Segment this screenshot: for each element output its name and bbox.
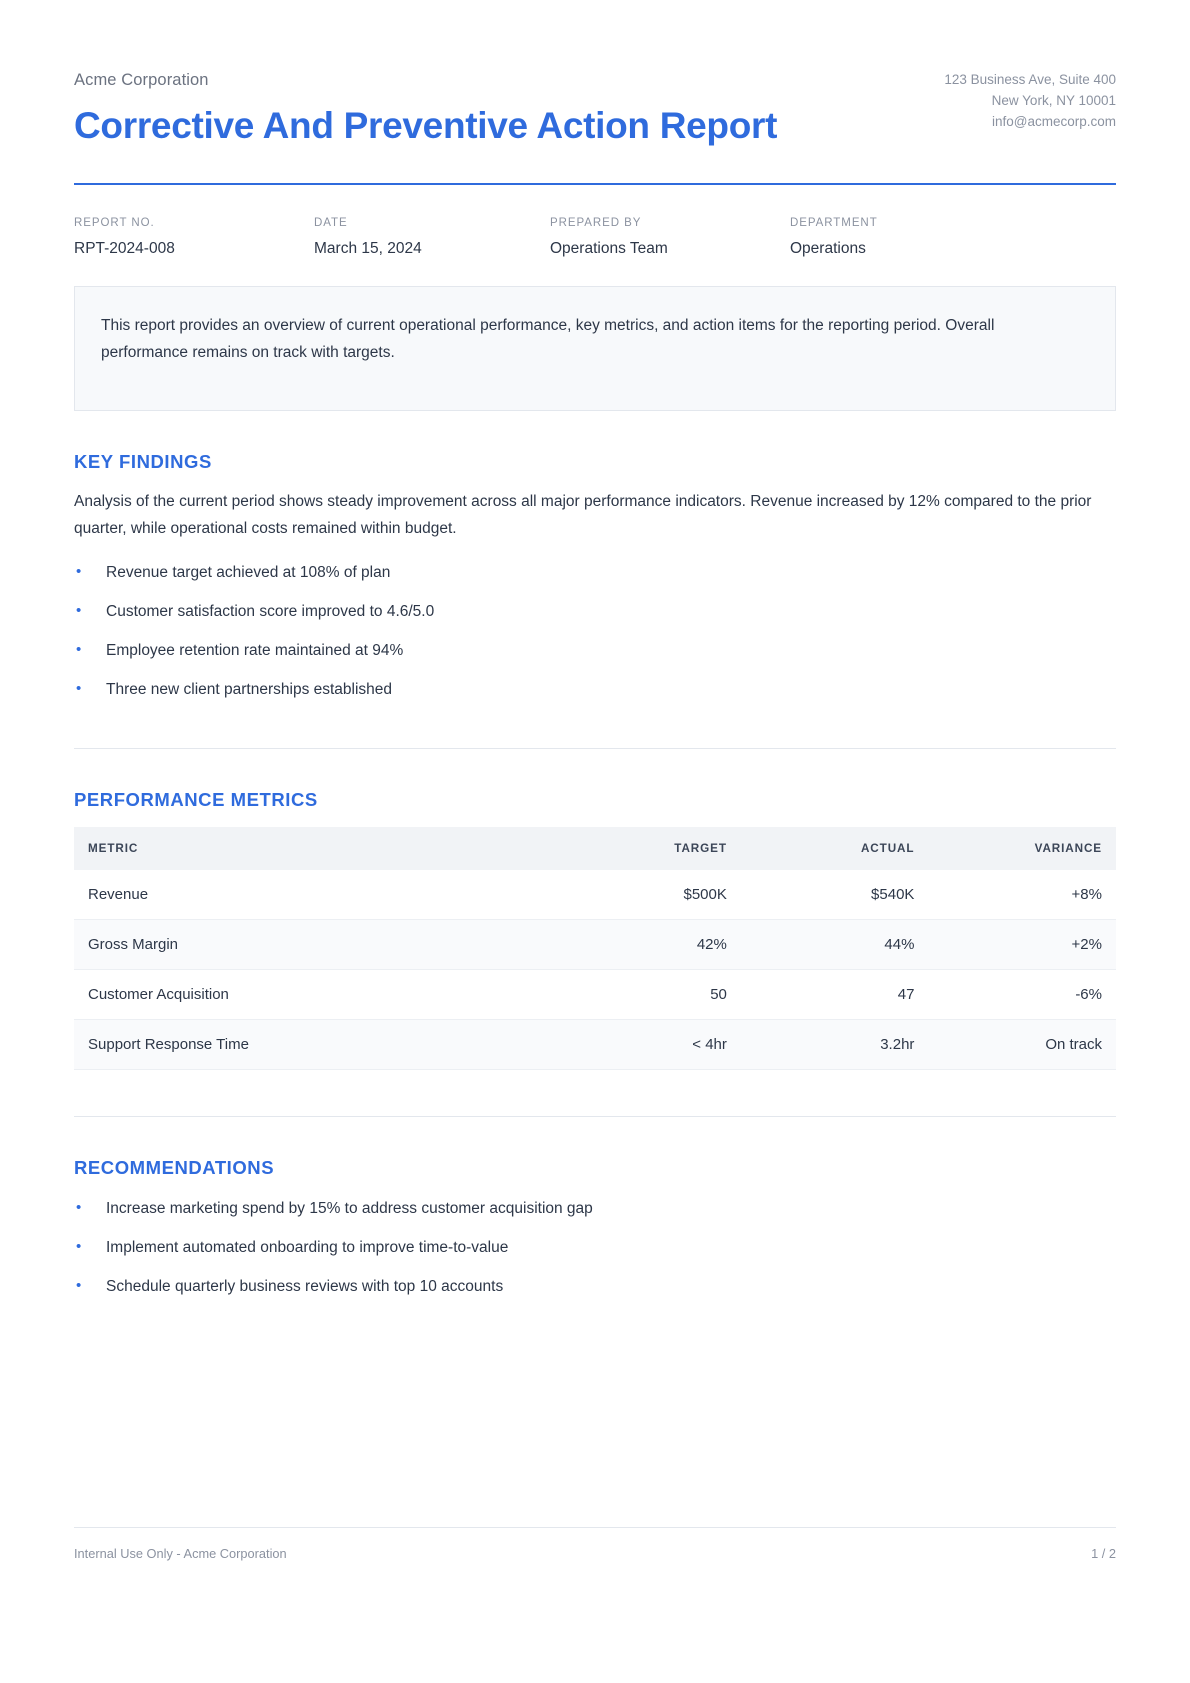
column-header-variance: VARIANCE <box>928 827 1116 870</box>
table-row <box>74 969 1116 1019</box>
footer-left-text: Internal Use Only - Acme Corporation <box>74 1546 287 1561</box>
meta-label: REPORT NO. <box>74 216 155 229</box>
column-header-metric: METRIC <box>74 827 553 870</box>
table-header <box>74 827 1116 870</box>
table-row <box>74 919 1116 969</box>
section-recommendations <box>74 1157 1116 1299</box>
cell-metric: Support Response Time <box>74 1019 553 1069</box>
header-divider <box>74 183 1116 185</box>
meta-field-department <box>790 215 1030 260</box>
company-name: Acme Corporation <box>74 71 209 89</box>
cell-variance: +2% <box>928 919 1116 969</box>
list-item <box>74 639 1116 662</box>
list-item-label: Employee retention rate maintained at 94% <box>106 642 404 660</box>
section-title-performance-metrics: PERFORMANCE METRICS <box>74 788 318 810</box>
bullet-icon: • <box>76 680 82 698</box>
meta-value: Operations <box>790 239 866 257</box>
list-item-label: Customer satisfaction score improved to 4.6/5.0 <box>106 602 435 620</box>
cell-metric: Customer Acquisition <box>74 969 553 1019</box>
table-row <box>74 870 1116 920</box>
list-item <box>74 561 1116 584</box>
column-header-target: TARGET <box>553 827 741 870</box>
meta-value: March 15, 2024 <box>314 239 422 257</box>
document-footer <box>74 1527 1116 1561</box>
bullet-icon: • <box>76 1198 82 1216</box>
section-divider <box>74 1116 1116 1117</box>
table-header-row <box>74 827 1116 870</box>
key-findings-list <box>74 561 1116 702</box>
cell-variance: +8% <box>928 870 1116 920</box>
list-item-label: Three new client partnerships established <box>106 681 393 699</box>
cell-actual: 3.2hr <box>741 1019 929 1069</box>
table-body <box>74 870 1116 1070</box>
meta-value: RPT-2024-008 <box>74 239 175 257</box>
cell-actual: 47 <box>741 969 929 1019</box>
column-header-actual: ACTUAL <box>741 827 929 870</box>
section-key-findings <box>74 451 1116 701</box>
section-performance-metrics <box>74 789 1116 1070</box>
address-line-1: 123 Business Ave, Suite 400 <box>944 72 1116 87</box>
cell-actual: 44% <box>741 919 929 969</box>
report-metadata-row <box>74 215 1116 260</box>
section-title-recommendations: RECOMMENDATIONS <box>74 1156 275 1178</box>
cell-target: 50 <box>553 969 741 1019</box>
bullet-icon: • <box>76 562 82 580</box>
meta-value: Operations Team <box>550 239 668 257</box>
address-line-2: New York, NY 10001 <box>991 92 1116 108</box>
key-findings-paragraph: Analysis of the current period shows steady improvement across all major performance indicators. Revenue increased by 12% compared to the prior quarter, while operational costs remained within budget. <box>74 493 1092 537</box>
cell-metric: Gross Margin <box>74 919 553 969</box>
list-item <box>74 1236 1116 1259</box>
cell-variance: On track <box>928 1019 1116 1069</box>
list-item <box>74 600 1116 623</box>
cell-target: $500K <box>553 870 741 920</box>
company-address-block <box>944 70 1116 133</box>
bullet-icon: • <box>76 1237 82 1255</box>
executive-summary-text: This report provides an overview of current operational performance, key metrics, and action items for the reporting period. Overall performance remains on track with targets. <box>101 317 995 361</box>
meta-field-report-no <box>74 215 314 260</box>
cell-actual: $540K <box>741 870 929 920</box>
list-item-label: Implement automated onboarding to improve time-to-value <box>106 1238 509 1256</box>
meta-label: DATE <box>314 216 348 229</box>
performance-metrics-table <box>74 827 1116 1070</box>
list-item-label: Increase marketing spend by 15% to address customer acquisition gap <box>106 1199 593 1217</box>
meta-label: PREPARED BY <box>550 216 642 229</box>
meta-label: DEPARTMENT <box>790 216 878 229</box>
list-item-label: Schedule quarterly business reviews with top 10 accounts <box>106 1278 504 1296</box>
meta-field-date <box>314 215 550 260</box>
recommendations-list <box>74 1197 1116 1299</box>
list-item <box>74 1197 1116 1220</box>
list-item <box>74 678 1116 701</box>
cell-variance: -6% <box>928 969 1116 1019</box>
section-title-key-findings: KEY FINDINGS <box>74 451 212 473</box>
executive-summary-box <box>74 286 1116 411</box>
cell-metric: Revenue <box>74 870 553 920</box>
bullet-icon: • <box>76 601 82 619</box>
cell-target: 42% <box>553 919 741 969</box>
list-item-label: Revenue target achieved at 108% of plan <box>106 563 391 581</box>
bullet-icon: • <box>76 1277 82 1295</box>
section-divider <box>74 748 1116 749</box>
list-item <box>74 1275 1116 1298</box>
address-email: info@acmecorp.com <box>992 113 1116 129</box>
document-header <box>74 0 1116 185</box>
footer-page-number: 1 / 2 <box>1091 1546 1116 1561</box>
page-title: Corrective And Preventive Action Report <box>74 105 778 147</box>
table-row <box>74 1019 1116 1069</box>
bullet-icon: • <box>76 641 82 659</box>
cell-target: < 4hr <box>553 1019 741 1069</box>
meta-field-prepared-by <box>550 215 790 260</box>
